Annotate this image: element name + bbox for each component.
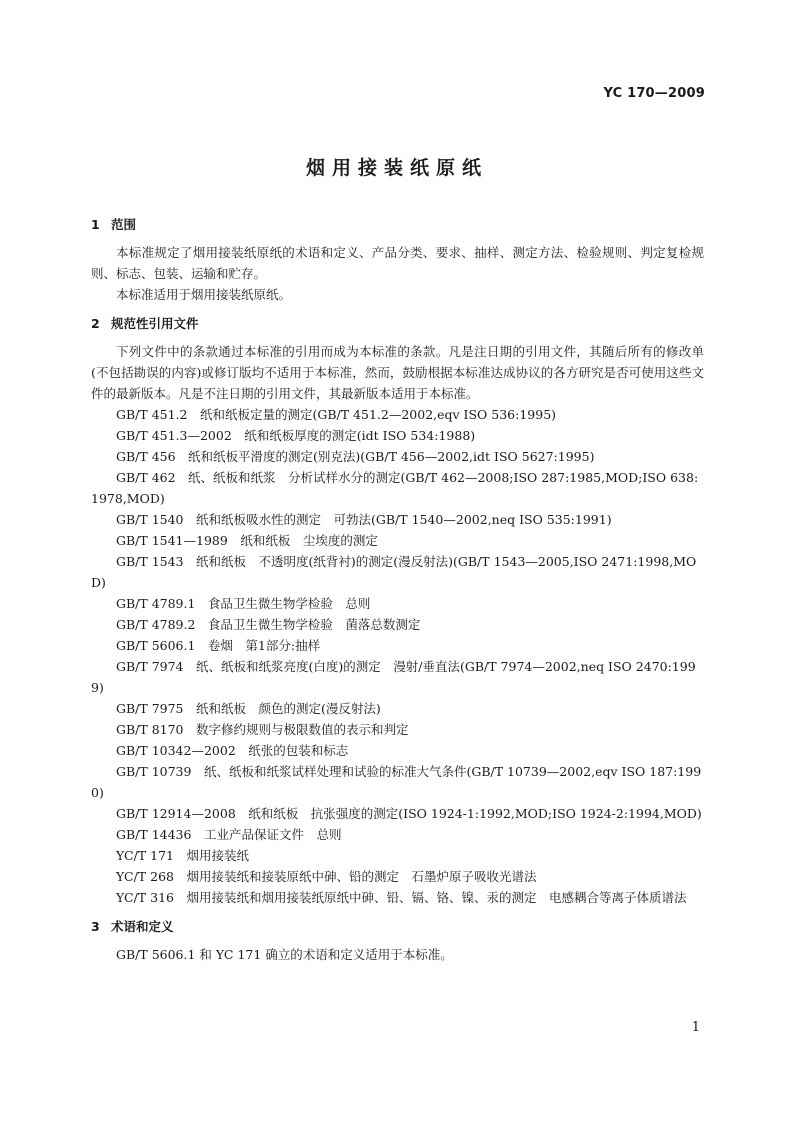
reference-item: GB/T 451.3—2002 纸和纸板厚度的测定(idt ISO 534:1988) (116, 428, 476, 443)
paragraph: 下列文件中的条款通过本标准的引用而成为本标准的条款。凡是注日期的引用文件，其随后所有的修改单(不包括勘误的内容)或修订版均不适用于本标准，然而，鼓励根据本标准达成协议的各方研究是否可使用这些文件的最新版本。凡是不注日期的引用文件，其最新版本适用于本标准。 (91, 344, 704, 401)
section-title: 规范性引用文件 (111, 316, 199, 331)
reference-item: GB/T 1540 纸和纸板吸水性的测定 可勃法(GB/T 1540—2002,neq ISO 535:1991) (116, 512, 612, 527)
reference-item: YC/T 268 烟用接装纸和接装原纸中砷、铅的测定 石墨炉原子吸收光谱法 (116, 869, 537, 884)
document-title: 烟用接装纸原纸 (305, 157, 488, 179)
reference-item: GB/T 462 纸、纸板和纸浆 分析试样水分的测定(GB/T 462—2008;ISO 287:1985,MOD;ISO 638:1978,MOD) (91, 470, 699, 506)
reference-item: GB/T 456 纸和纸板平滑度的测定(别克法)(GB/T 456—2002,idt ISO 5627:1995) (116, 449, 595, 464)
reference-item: GB/T 12914—2008 纸和纸板 抗张强度的测定(ISO 1924-1:1992,MOD;ISO 1924-2:1994,MOD) (116, 806, 702, 821)
reference-item: GB/T 14436 工业产品保证文件 总则 (116, 827, 342, 842)
reference-item: GB/T 4789.2 食品卫生微生物学检验 菌落总数测定 (116, 617, 421, 632)
section-number: 3 (91, 919, 100, 934)
reference-item: GB/T 10739 纸、纸板和纸浆试样处理和试验的标准大气条件(GB/T 10739—2002,eqv ISO 187:1990) (91, 764, 702, 800)
paragraph: GB/T 5606.1 和 YC 171 确立的术语和定义适用于本标准。 (116, 947, 453, 962)
reference-item: GB/T 451.2 纸和纸板定量的测定(GB/T 451.2—2002,eqv ISO 536:1995) (116, 407, 557, 422)
reference-item: GB/T 10342—2002 纸张的包装和标志 (116, 743, 349, 758)
section-heading-terms-definitions (91, 916, 704, 938)
section-title: 范围 (111, 217, 137, 232)
reference-item: GB/T 1541—1989 纸和纸板 尘埃度的测定 (116, 533, 378, 548)
standard-id: YC 170—2009 (603, 86, 705, 101)
page-number: 1 (691, 1020, 700, 1035)
reference-item: YC/T 316 烟用接装纸和烟用接装纸原纸中砷、铅、镉、铬、镍、汞的测定 电感耦合等离子体质谱法 (116, 890, 687, 905)
reference-item: GB/T 5606.1 卷烟 第1部分:抽样 (116, 638, 321, 653)
reference-item: GB/T 4789.1 食品卫生微生物学检验 总则 (116, 596, 371, 611)
section-number: 1 (91, 217, 100, 232)
reference-item: GB/T 7975 纸和纸板 颜色的测定(漫反射法) (116, 701, 381, 716)
section-number: 2 (91, 316, 100, 331)
reference-item: GB/T 8170 数字修约规则与极限数值的表示和判定 (116, 722, 409, 737)
reference-item: GB/T 1543 纸和纸板 不透明度(纸背衬)的测定(漫反射法)(GB/T 1543—2005,ISO 2471:1998,MOD) (91, 554, 697, 590)
reference-item: GB/T 7974 纸、纸板和纸浆亮度(白度)的测定 漫射/垂直法(GB/T 7974—2002,neq ISO 2470:1999) (91, 659, 696, 695)
section-title: 术语和定义 (111, 919, 174, 934)
section-heading-normative-references (91, 313, 704, 335)
paragraph: 本标准适用于烟用接装纸原纸。 (116, 287, 292, 302)
section-heading-scope (91, 214, 704, 236)
document-body (91, 214, 704, 965)
reference-item: YC/T 171 烟用接装纸 (116, 848, 249, 863)
paragraph: 本标准规定了烟用接装纸原纸的术语和定义、产品分类、要求、抽样、测定方法、检验规则、判定复检规则、标志、包装、运输和贮存。 (91, 245, 704, 281)
